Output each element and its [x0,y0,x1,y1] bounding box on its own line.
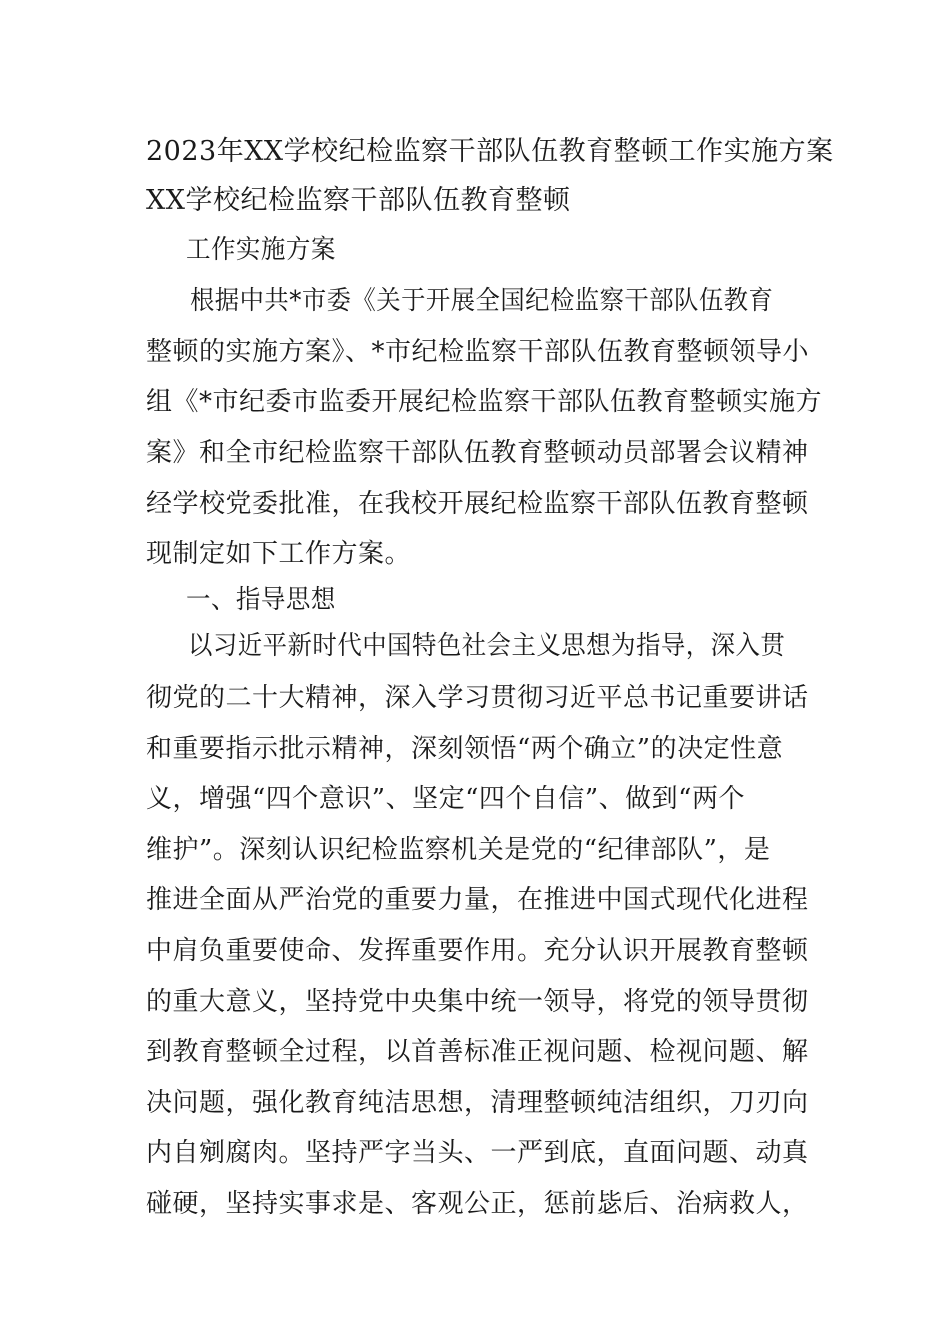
intro-line-5: 经学校党委批准，在我校开展纪检监察干部队伍教育整顿 [146,489,809,519]
section-1-line-12: 碰硬，坚持实事求是、客观公正，惩前毖后、治病救人， [146,1189,809,1219]
intro-line-2: 整顿的实施方案》、*市纪检监察干部队伍教育整顿领导小 [146,337,810,367]
section-1-line-7: 中肩负重要使命、发挥重要作用。充分认识开展教育整顿 [146,936,809,966]
intro-line-4: 案》和全市纪检监察干部队伍教育整顿动员部署会议精神 [146,438,809,468]
section-1-line-11: 内自剜腐肉。坚持严字当头、一严到底，直面问题、动真 [146,1138,809,1168]
document-subtitle: 工作实施方案 [186,235,336,265]
section-1-heading: 一、指导思想 [186,585,336,615]
intro-line-1: 根据中共*市委《关于开展全国纪检监察干部队伍教育 [190,286,774,316]
section-1-line-5: 维护”。深刻认识纪检监察机关是党的“纪律部队”，是 [146,835,771,865]
intro-line-3: 组《*市纪委市监委开展纪检监察干部队伍教育整顿实施方 [146,387,823,417]
section-1-line-1: 以习近平新时代中国特色社会主义思想为指导，深入贯 [188,631,786,661]
document-title-line-2: XX学校纪检监察干部队伍教育整顿 [146,185,571,216]
section-1-line-3: 和重要指示批示精神，深刻领悟“两个确立”的决定性意 [146,734,784,764]
section-1-line-4: 义，增强“四个意识”、坚定“四个自信”、做到“两个 [146,784,745,814]
document-title-line-1: 2023年XX学校纪检监察干部队伍教育整顿工作实施方案 [146,136,834,167]
section-1-line-8: 的重大意义，坚持党中央集中统一领导，将党的领导贯彻 [146,987,809,1017]
section-1-line-2: 彻党的二十大精神，深入学习贯彻习近平总书记重要讲话 [146,683,809,713]
section-1-line-6: 推进全面从严治党的重要力量，在推进中国式现代化进程 [146,885,809,915]
section-1-line-10: 决问题，强化教育纯洁思想，清理整顿纯洁组织，刀刃向 [146,1088,809,1118]
section-1-line-9: 到教育整顿全过程，以首善标准正视问题、检视问题、解 [146,1037,809,1067]
intro-line-6: 现制定如下工作方案。 [146,539,412,569]
